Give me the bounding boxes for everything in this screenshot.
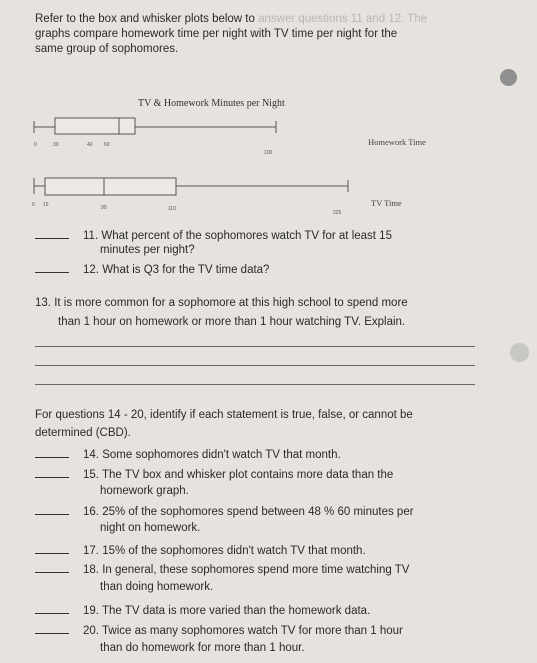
answer-blank-15[interactable] [35, 466, 69, 478]
tv-plot-label: TV Time [371, 198, 402, 208]
question-15-number: 15. [83, 469, 99, 481]
question-13-continued: than 1 hour on homework or more than 1 hour watching TV. Explain. [58, 316, 406, 328]
instructions-line-2: determined (CBD). [35, 427, 131, 439]
question-18-continued: than doing homework. [100, 581, 214, 593]
question-16 [35, 503, 414, 520]
question-11-continued: minutes per night? [100, 244, 195, 256]
answer-blank-16[interactable] [35, 503, 69, 515]
question-19 [35, 602, 370, 619]
intro-line-3: same group of sophomores. [35, 43, 179, 55]
question-16-continued: night on homework. [100, 522, 201, 534]
question-12 [35, 261, 269, 278]
homework-tick-4: 100 [264, 150, 273, 156]
answer-line-3[interactable] [35, 384, 475, 385]
question-20-continued: than do homework for more than 1 hour. [100, 642, 305, 654]
intro-line-1: Refer to the box and whisker plots below to [35, 13, 255, 25]
answer-blank-19[interactable] [35, 602, 69, 614]
question-13-text: It is more common for a sophomore at this high school to spend more [54, 297, 408, 309]
question-19-text: The TV data is more varied than the homework data. [102, 605, 371, 617]
answer-blank-14[interactable] [35, 446, 69, 458]
instructions-line-1: For questions 14 - 20, identify if each statement is true, false, or cannot be [35, 409, 413, 421]
tv-tick-2: 90 [101, 205, 107, 211]
tv-box-plot [34, 178, 348, 195]
question-15-text: The TV box and whisker plot contains more data than the [102, 469, 394, 481]
question-14-text: Some sophomores didn't watch TV that month. [102, 449, 341, 461]
tv-box [45, 178, 176, 195]
question-20-text: Twice as many sophomores watch TV for more than 1 hour [102, 625, 403, 637]
answer-blank-20[interactable] [35, 622, 69, 634]
homework-box [55, 118, 135, 134]
question-12-number: 12. [83, 264, 99, 276]
chart-title: TV & Homework Minutes per Night [138, 98, 285, 109]
question-20-number: 20. [83, 625, 99, 637]
answer-line-1[interactable] [35, 346, 475, 347]
question-13-number: 13. [35, 297, 51, 309]
intro-line-1-faded: answer questions 11 and 12. The [258, 13, 428, 25]
answer-line-2[interactable] [35, 365, 475, 366]
tv-tick-4: 225 [333, 210, 342, 216]
question-17-number: 17. [83, 545, 99, 557]
question-17-text: 15% of the sophomores didn't watch TV that month. [102, 545, 366, 557]
question-16-number: 16. [83, 506, 99, 518]
question-19-number: 19. [83, 605, 99, 617]
question-15 [35, 466, 393, 483]
homework-tick-1: 30 [53, 142, 59, 148]
answer-blank-17[interactable] [35, 542, 69, 554]
question-18-text: In general, these sophomores spend more time watching TV [102, 564, 410, 576]
intro-line-2: graphs compare homework time per night with TV time per night for the [35, 28, 398, 40]
question-15-continued: homework graph. [100, 485, 189, 497]
question-14 [35, 446, 341, 463]
question-12-text: What is Q3 for the TV time data? [102, 264, 270, 276]
question-17 [35, 542, 366, 559]
question-13 [35, 296, 408, 311]
question-16-text: 25% of the sophomores spend between 48 % 60 minutes per [102, 506, 414, 518]
question-11-number: 11. [83, 230, 99, 242]
question-11 [35, 227, 392, 244]
question-14-number: 14. [83, 449, 99, 461]
question-11-text: What percent of the sophomores watch TV for at least 15 [101, 230, 392, 242]
homework-box-plot [34, 118, 276, 134]
question-18 [35, 561, 409, 578]
tv-tick-3: 110 [168, 206, 176, 212]
answer-blank-11[interactable] [35, 227, 69, 239]
answer-blank-18[interactable] [35, 561, 69, 573]
homework-tick-3: 60 [104, 142, 110, 148]
homework-plot-label: Homework Time [368, 137, 426, 147]
tv-tick-0: 0 [32, 202, 35, 208]
question-20 [35, 622, 403, 639]
answer-blank-12[interactable] [35, 261, 69, 273]
tv-tick-1: 15 [43, 202, 49, 208]
homework-tick-0: 0 [34, 142, 37, 148]
question-18-number: 18. [83, 564, 99, 576]
homework-tick-2: 40 [87, 142, 93, 148]
